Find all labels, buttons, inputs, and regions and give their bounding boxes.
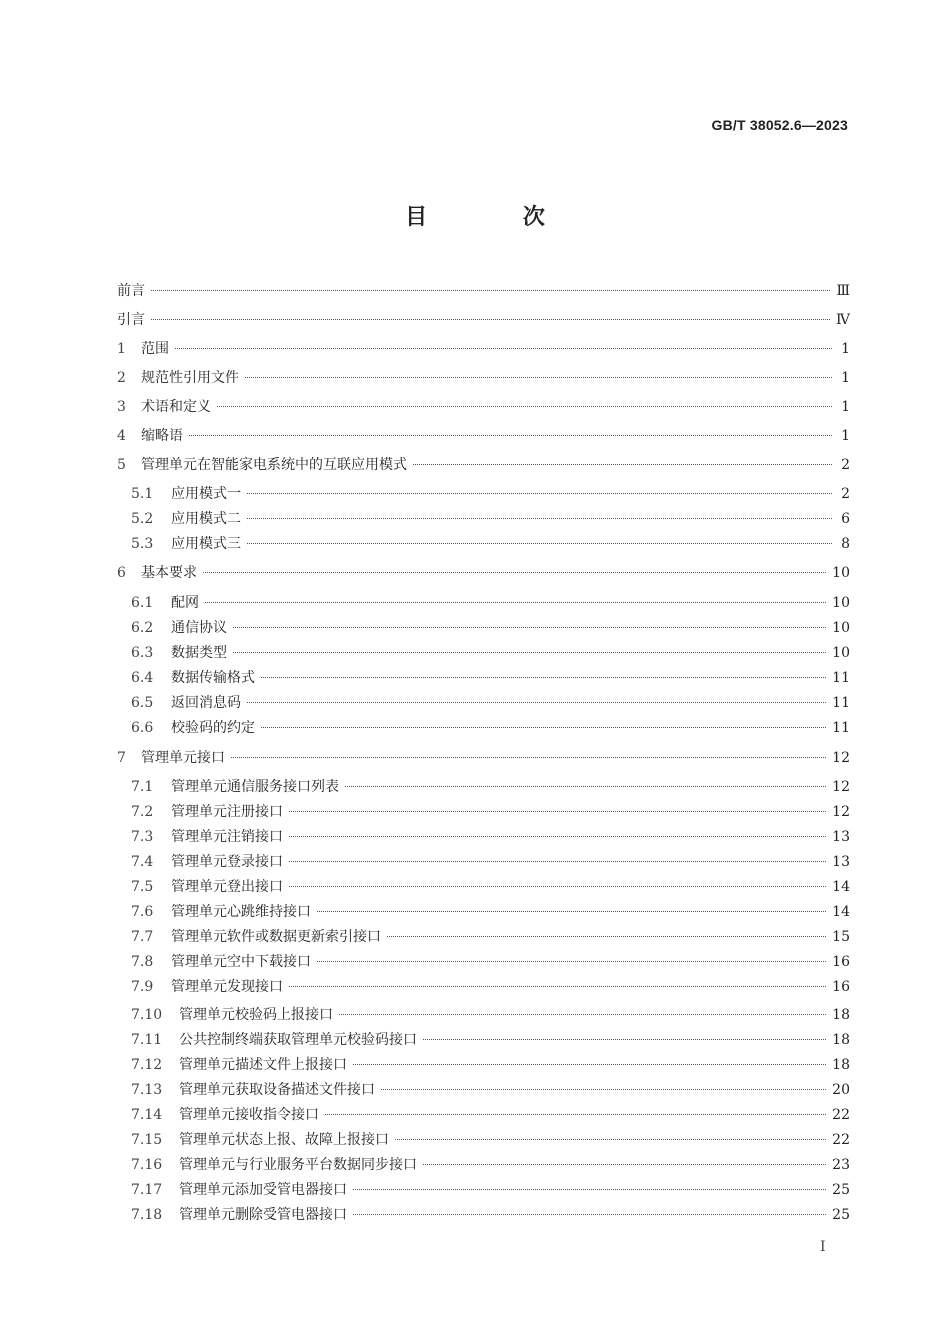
toc-entry[interactable]: [117, 338, 850, 358]
toc-entry-page: 22: [832, 1132, 850, 1148]
toc-entry-page: 1: [841, 428, 850, 444]
toc-entry-label: 通信协议: [171, 620, 227, 636]
toc-entry-page: 6: [841, 511, 850, 527]
toc-entry-page: 18: [832, 1057, 850, 1073]
toc-entry-page: 12: [832, 804, 850, 820]
toc-entry-label: 配网: [171, 595, 199, 611]
toc-entry-label: 管理单元登出接口: [171, 879, 283, 895]
toc-entry-page: 22: [832, 1107, 850, 1123]
toc-entry[interactable]: [117, 483, 850, 503]
toc-entry[interactable]: [117, 1004, 850, 1024]
toc-entry[interactable]: [117, 876, 850, 896]
toc-entry-number: 7.7: [131, 929, 154, 945]
toc-entry-number: 7.1: [131, 779, 154, 795]
toc-entry-number: 5.2: [131, 511, 154, 527]
toc-entry-label: 管理单元通信服务接口列表: [171, 779, 339, 795]
toc-entry-label: 管理单元接收指令接口: [179, 1107, 319, 1123]
toc-entry-page: 23: [832, 1157, 850, 1173]
toc-entry[interactable]: [117, 1204, 850, 1224]
toc-entry-page: 25: [832, 1207, 850, 1223]
toc-entry-label: 规范性引用文件: [141, 370, 239, 386]
toc-entry-page: 12: [832, 750, 850, 766]
toc-leader-dots: [203, 572, 826, 573]
toc-entry-page: 11: [832, 670, 850, 686]
toc-leader-dots: [317, 911, 826, 912]
toc-entry-number: 7.8: [131, 954, 154, 970]
toc-entry-number: 6.2: [131, 620, 154, 636]
toc-entry-label: 基本要求: [141, 565, 197, 581]
toc-leader-dots: [353, 1189, 826, 1190]
toc-entry[interactable]: [117, 851, 850, 871]
toc-entry[interactable]: [117, 1104, 850, 1124]
toc-leader-dots: [205, 602, 826, 603]
toc-entry-page: 16: [832, 979, 850, 995]
toc-entry-label: 前言: [117, 283, 145, 299]
toc-entry[interactable]: [117, 1029, 850, 1049]
toc-entry[interactable]: [117, 309, 850, 329]
toc-entry-label: 应用模式三: [171, 536, 241, 552]
toc-entry-page: 25: [832, 1182, 850, 1198]
toc-leader-dots: [247, 493, 832, 494]
toc-entry-page: 10: [832, 565, 850, 581]
toc-entry-number: 7.2: [131, 804, 154, 820]
toc-entry-label: 管理单元登录接口: [171, 854, 283, 870]
toc-entry[interactable]: [117, 826, 850, 846]
toc-leader-dots: [151, 290, 830, 291]
toc-entry-page: 13: [832, 854, 850, 870]
toc-entry-label: 缩略语: [141, 428, 183, 444]
toc-leader-dots: [151, 319, 830, 320]
toc-entry[interactable]: [117, 617, 850, 637]
toc-entry-page: 1: [841, 370, 850, 386]
toc-entry-page: 8: [841, 536, 850, 552]
toc-leader-dots: [289, 886, 826, 887]
toc-entry-number: 6: [117, 565, 126, 581]
toc-leader-dots: [189, 435, 832, 436]
toc-leader-dots: [247, 702, 826, 703]
toc-entry-label: 应用模式二: [171, 511, 241, 527]
toc-leader-dots: [289, 861, 826, 862]
toc-entry-number: 5.3: [131, 536, 154, 552]
toc-entry-label: 应用模式一: [171, 486, 241, 502]
toc-entry-page: 13: [832, 829, 850, 845]
toc-entry[interactable]: [117, 454, 850, 474]
toc-entry-page: 12: [832, 779, 850, 795]
toc-entry-number: 6.5: [131, 695, 154, 711]
toc-leader-dots: [217, 406, 832, 407]
toc-leader-dots: [413, 464, 832, 465]
toc-entry-label: 范围: [141, 341, 169, 357]
toc-entry-label: 数据类型: [171, 645, 227, 661]
toc-leader-dots: [423, 1039, 826, 1040]
toc-entry-number: 7.9: [131, 979, 154, 995]
toc-entry[interactable]: [117, 592, 850, 612]
toc-leader-dots: [325, 1114, 826, 1115]
toc-entry[interactable]: [117, 367, 850, 387]
toc-entry-label: 管理单元注销接口: [171, 829, 283, 845]
toc-entry-number: 7.18: [131, 1207, 163, 1223]
toc-entry-page: Ⅲ: [836, 283, 850, 299]
toc-entry-label: 术语和定义: [141, 399, 211, 415]
toc-entry[interactable]: [117, 508, 850, 528]
toc-leader-dots: [261, 727, 826, 728]
toc-entry[interactable]: [117, 425, 850, 445]
toc-leader-dots: [231, 757, 826, 758]
toc-leader-dots: [289, 811, 826, 812]
toc-entry-label: 管理单元注册接口: [171, 804, 283, 820]
toc-entry[interactable]: [117, 1129, 850, 1149]
toc-entry-label: 管理单元添加受管电器接口: [179, 1182, 347, 1198]
toc-entry-number: 6.6: [131, 720, 154, 736]
toc-leader-dots: [261, 677, 826, 678]
toc-entry-number: 7.6: [131, 904, 154, 920]
toc-entry-number: 4: [117, 428, 126, 444]
toc-leader-dots: [317, 961, 826, 962]
toc-entry-label: 管理单元校验码上报接口: [179, 1007, 333, 1023]
toc-entry[interactable]: [117, 1154, 850, 1174]
toc-entry[interactable]: [117, 926, 850, 946]
toc-entry-label: 返回消息码: [171, 695, 241, 711]
toc-entry-label: 管理单元空中下载接口: [171, 954, 311, 970]
toc-entry-label: 管理单元软件或数据更新索引接口: [171, 929, 381, 945]
toc-entry-page: 10: [832, 645, 850, 661]
toc-entry-label: 管理单元发现接口: [171, 979, 283, 995]
toc-entry[interactable]: [117, 1054, 850, 1074]
toc-entry-number: 7.10: [131, 1007, 163, 1023]
toc-leader-dots: [289, 836, 826, 837]
toc-entry-number: 7.13: [131, 1082, 163, 1098]
toc-leader-dots: [381, 1089, 826, 1090]
toc-entry-number: 7.12: [131, 1057, 163, 1073]
toc-entry[interactable]: [117, 976, 850, 996]
toc-entry-label: 管理单元获取设备描述文件接口: [179, 1082, 375, 1098]
toc-entry[interactable]: [117, 1179, 850, 1199]
toc-entry-page: 2: [841, 457, 850, 473]
toc-leader-dots: [345, 786, 826, 787]
toc-entry-page: 2: [841, 486, 850, 502]
toc-entry[interactable]: [117, 901, 850, 921]
toc-entry-page: 10: [832, 620, 850, 636]
toc-entry-number: 7.3: [131, 829, 154, 845]
toc-entry-page: 11: [832, 720, 850, 736]
toc-entry[interactable]: [117, 562, 850, 582]
toc-leader-dots: [245, 377, 832, 378]
toc-entry-page: 16: [832, 954, 850, 970]
toc-entry-label: 公共控制终端获取管理单元校验码接口: [179, 1032, 417, 1048]
toc-entry-page: 18: [832, 1032, 850, 1048]
toc-entry[interactable]: [117, 642, 850, 662]
toc-entry-number: 5.1: [131, 486, 154, 502]
toc-entry-number: 3: [117, 399, 126, 415]
toc-leader-dots: [353, 1214, 826, 1215]
toc-entry[interactable]: [117, 747, 850, 767]
toc-entry-page: Ⅳ: [836, 312, 850, 328]
toc-entry[interactable]: [117, 692, 850, 712]
toc-leader-dots: [395, 1139, 826, 1140]
toc-leader-dots: [233, 627, 826, 628]
toc-entry-label: 管理单元与行业服务平台数据同步接口: [179, 1157, 417, 1173]
toc-entry-page: 14: [832, 879, 850, 895]
toc-entry-number: 7.11: [131, 1032, 163, 1048]
toc-entry-label: 管理单元描述文件上报接口: [179, 1057, 347, 1073]
toc-entry[interactable]: [117, 717, 850, 737]
toc-entry[interactable]: [117, 951, 850, 971]
toc-entry[interactable]: [117, 801, 850, 821]
toc-entry-number: 6.4: [131, 670, 154, 686]
toc-entry-number: 7.16: [131, 1157, 163, 1173]
toc-title: 目 次: [405, 205, 589, 230]
toc-entry-label: 数据传输格式: [171, 670, 255, 686]
toc-entry-label: 校验码的约定: [171, 720, 255, 736]
footer-page-number: I: [820, 1239, 826, 1255]
toc-entry-page: 15: [832, 929, 850, 945]
toc-leader-dots: [289, 986, 826, 987]
toc-entry-page: 14: [832, 904, 850, 920]
toc-entry-number: 1: [117, 341, 126, 357]
toc-entry-number: 7: [117, 750, 126, 766]
toc-entry-number: 2: [117, 370, 126, 386]
toc-entry-label: 引言: [117, 312, 145, 328]
toc-entry-page: 10: [832, 595, 850, 611]
toc-entry-number: 7.15: [131, 1132, 163, 1148]
toc-entry[interactable]: [117, 1079, 850, 1099]
toc-entry-number: 5: [117, 457, 126, 473]
toc-entry-label: 管理单元心跳维持接口: [171, 904, 311, 920]
toc-entry[interactable]: [117, 776, 850, 796]
toc-entry[interactable]: [117, 667, 850, 687]
toc-entry-page: 1: [841, 399, 850, 415]
toc-entry-label: 管理单元在智能家电系统中的互联应用模式: [141, 457, 407, 473]
toc-entry-number: 7.14: [131, 1107, 163, 1123]
toc-leader-dots: [423, 1164, 826, 1165]
toc-leader-dots: [387, 936, 826, 937]
toc-entry-number: 6.3: [131, 645, 154, 661]
standard-number: GB/T 38052.6—2023: [711, 117, 848, 133]
toc-entry-number: 7.5: [131, 879, 154, 895]
toc-leader-dots: [175, 348, 832, 349]
toc-entry[interactable]: [117, 280, 850, 300]
toc-entry-number: 7.4: [131, 854, 154, 870]
toc-leader-dots: [247, 543, 832, 544]
toc-entry-page: 18: [832, 1007, 850, 1023]
toc-entry-page: 1: [841, 341, 850, 357]
toc-entry[interactable]: [117, 396, 850, 416]
toc-entry-label: 管理单元接口: [141, 750, 225, 766]
toc-entry-label: 管理单元删除受管电器接口: [179, 1207, 347, 1223]
toc-leader-dots: [339, 1014, 826, 1015]
toc-entry-page: 20: [832, 1082, 850, 1098]
toc-leader-dots: [247, 518, 832, 519]
toc-leader-dots: [353, 1064, 826, 1065]
toc-entry-number: 7.17: [131, 1182, 163, 1198]
toc-entry[interactable]: [117, 533, 850, 553]
toc-entry-label: 管理单元状态上报、故障上报接口: [179, 1132, 389, 1148]
toc-leader-dots: [233, 652, 826, 653]
toc-entry-number: 6.1: [131, 595, 154, 611]
toc-entry-page: 11: [832, 695, 850, 711]
